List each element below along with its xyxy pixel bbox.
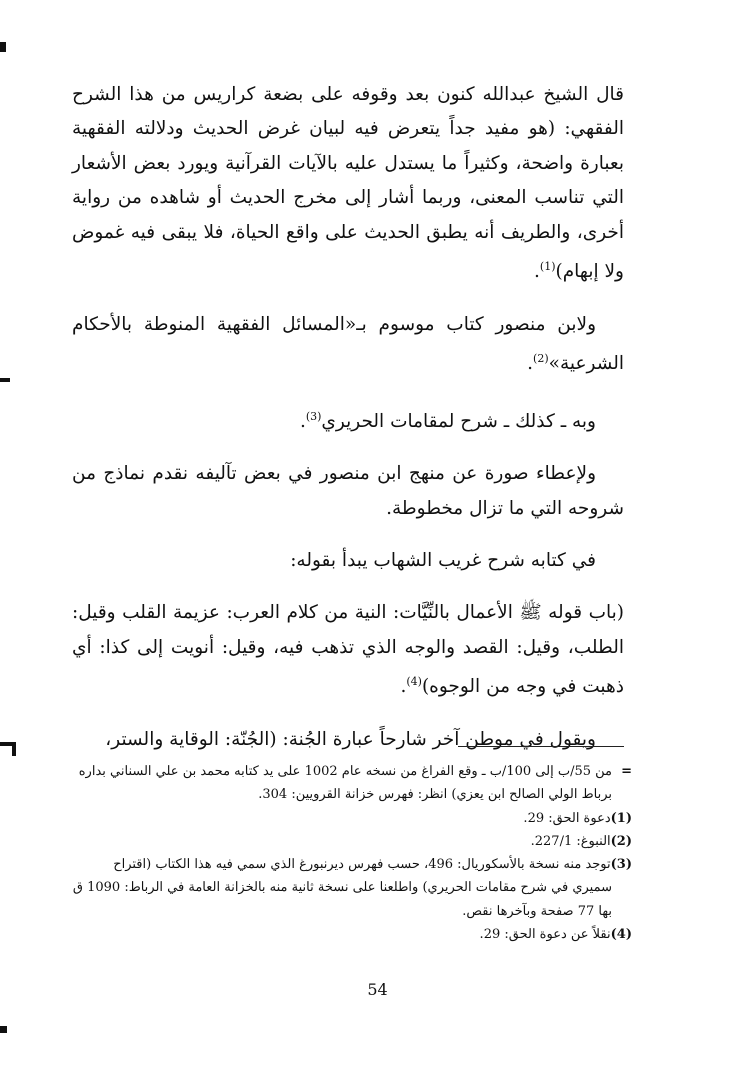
footnote-text: من 55/ب إلى 100/ب ـ وقع الفراغ من نسخه عام 1002 على يد كتابه محمد بن علي السناني بداره برباط الولي الصالح ابن يعزي) انظر: فهرس خزانة القرويين: 304. [78, 764, 612, 803]
footnote-text: النبوغ: 227/1. [530, 833, 611, 849]
paragraph-text: ولابن منصور كتاب موسوم بـ«المسائل الفقهية المنوطة بالأحكام الشرعية» [72, 313, 624, 375]
footnote-ref: (4) [406, 675, 422, 689]
paragraph-tail: . [400, 676, 407, 698]
footnote-continuation [72, 760, 632, 807]
footnote-marker: (3) [610, 857, 632, 873]
footnote-separator [458, 746, 624, 747]
footnote-3 [72, 853, 632, 923]
footnote-text: دعوة الحق: 29. [523, 810, 611, 826]
paragraph-text: في كتابه شرح غريب الشهاب يبدأ بقوله: [290, 549, 596, 571]
footnote-marker: (1) [610, 810, 632, 826]
paragraph-2 [72, 308, 624, 382]
scan-edge-mark [0, 1026, 7, 1033]
footnote-ref: (3) [305, 409, 322, 423]
paragraph-5 [72, 544, 624, 578]
footnote-marker: = [621, 764, 632, 779]
paragraph-4 [72, 457, 624, 526]
footnote-1 [72, 807, 632, 830]
footnote-4 [72, 923, 632, 946]
paragraph-text: (باب قوله ﷺ الأعمال بالنِّيَّات: النية من كلام العرب: عزيمة القلب وقيل: الطلب، وقيل: القصد والوجه الذي تذهب فيه، وقيل: أنويت إلى كذا: أي ذهبت في وجه من الوجوه) [72, 602, 624, 698]
footnote-text: توجد منه نسخة بالأسكوريال: 496، حسب فهرس ديرنبورغ الذي سمي فيه هذا الكتاب (اقتراح سميري في شرح مقامات الحريري) واطلعنا على نسخة ثانية منه بالخزانة العامة في الرباط: 1090 ق بها 77 صفحة وبآخرها نقص. [72, 857, 612, 919]
footnote-ref: (2) [533, 352, 549, 365]
paragraph-text: وبه ـ كذلك ـ شرح لمقامات الحريري [321, 410, 596, 432]
paragraph-3 [72, 400, 624, 440]
footnote-marker: (4) [610, 927, 632, 943]
paragraph-text: قال الشيخ عبدالله كنون بعد وقوفه على بضعة كراريس من هذا الشرح الفقهي: (هو مفيد جداً يتعرض فيه لبيان غرض الحديث ودلالته الفقهية بعبارة واضحة، وكثيراً ما يستدل عليه بالآيات القرآنية ويورد بعض الأشعار التي تناسب المعنى، وربما أشار إلى مخرج الحديث أو شاهده من رواية أخرى، والطريف أنه يطبق الحديث على واقع الحياة، فلا يبقى فيه غموض ولا إبهام) [72, 84, 624, 283]
footnote-marker: (2) [610, 833, 632, 849]
scan-edge-mark [0, 42, 6, 52]
footnote-2 [72, 830, 632, 853]
paragraph-tail: . [534, 261, 540, 283]
main-text [72, 78, 624, 775]
scan-edge-mark [0, 378, 10, 382]
paragraph-text: ويقول في موطن آخر شارحاً عبارة الجُنة: (الجُنّة: الوقاية والستر، [105, 728, 596, 750]
page-number: 54 [367, 980, 388, 999]
paragraph-tail: . [299, 410, 306, 432]
paragraph-7 [72, 723, 624, 757]
paragraph-text: ولإعطاء صورة عن منهج ابن منصور في بعض تآليفه نقدم نماذج من شروحه التي ما تزال مخطوطة. [72, 463, 624, 519]
paragraph-6 [72, 596, 624, 704]
footnote-text: نقلاً عن دعوة الحق: 29. [479, 927, 611, 943]
footnote-ref: (1) [539, 260, 556, 274]
paragraph-1 [72, 78, 624, 290]
footnotes [72, 760, 632, 946]
paragraph-tail: . [527, 353, 534, 375]
scan-edge-mark [12, 742, 16, 756]
